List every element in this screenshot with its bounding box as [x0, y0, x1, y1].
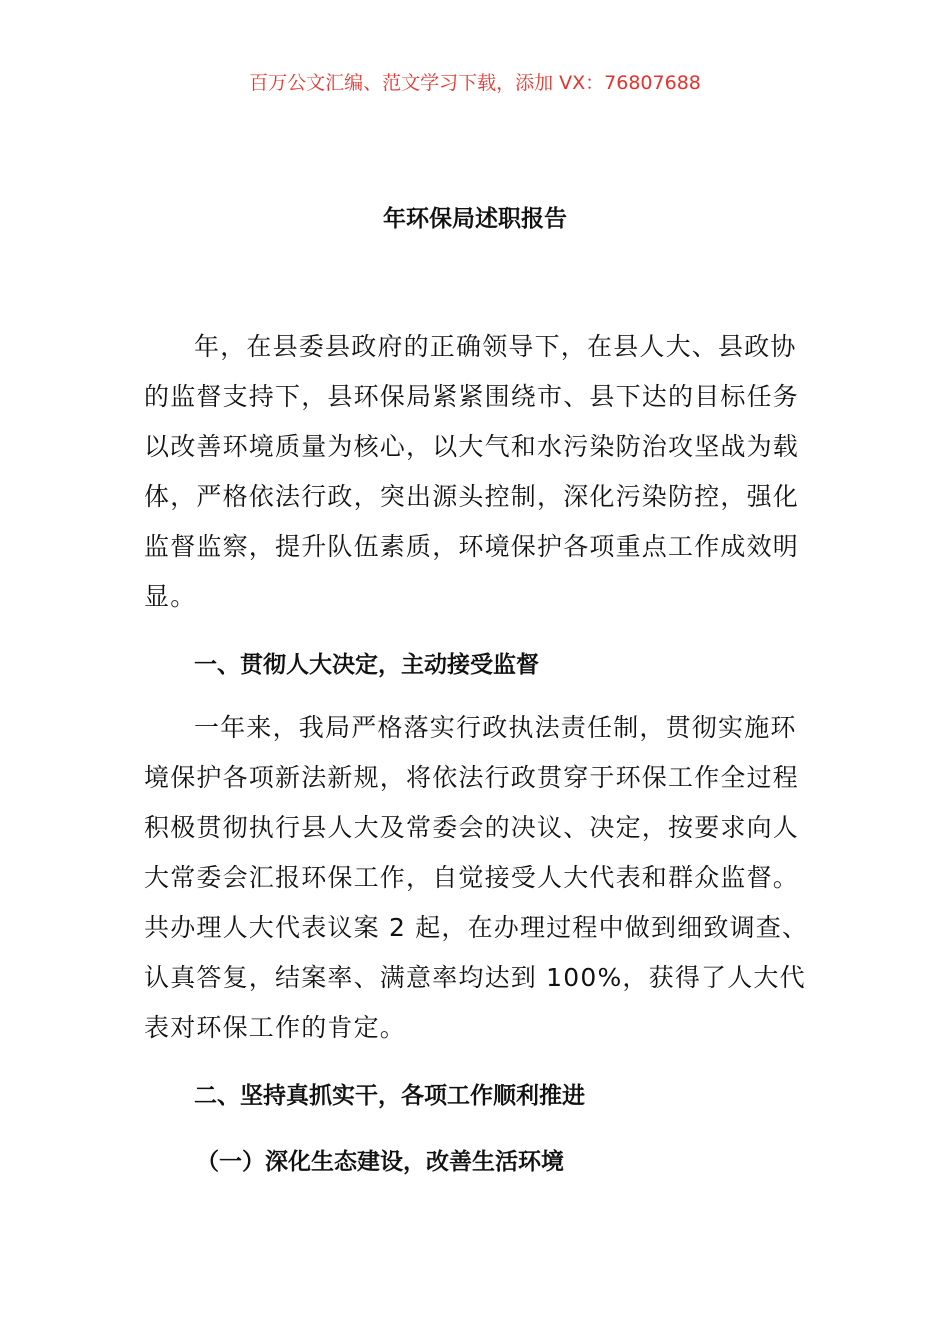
text-line: 表对环保工作的肯定。 [144, 1013, 407, 1042]
paragraph-1 [144, 322, 824, 622]
section-heading-1: 一、贯彻人大决定，主动接受监督 [194, 652, 539, 678]
paragraph-2 [144, 703, 824, 1053]
document-title: 年环保局述职报告 [383, 206, 567, 232]
text-line: 认真答复，结案率、满意率均达到 100%，获得了人大代 [144, 963, 806, 992]
text-line: 一年来，我局严格落实行政执法责任制，贯彻实施环 [194, 713, 797, 742]
text-line: 体，严格依法行政，突出源头控制，深化污染防控，强化 [144, 482, 800, 511]
section-heading-2: 二、坚持真抓实干，各项工作顺利推进 [194, 1083, 585, 1109]
text-line: 的监督支持下，县环保局紧紧围绕市、县下达的目标任务 [144, 382, 800, 411]
text-line: 年，在县委县政府的正确领导下，在县人大、县政协 [194, 332, 797, 361]
text-line: 共办理人大代表议案 2 起，在办理过程中做到细致调查、 [144, 913, 809, 942]
subsection-heading: （一）深化生态建设，改善生活环境 [196, 1149, 564, 1175]
text-line: 监督监察，提升队伍素质，环境保护各项重点工作成效明 [144, 532, 800, 561]
text-line: 积极贯彻执行县人大及常委会的决议、决定，按要求向人 [144, 813, 800, 842]
text-line: 以改善环境质量为核心，以大气和水污染防治攻坚战为载 [144, 432, 800, 461]
watermark-header: 百万公文汇编、范文学习下载，添加 VX：76807688 [249, 72, 701, 94]
text-line: 大常委会汇报环保工作，自觉接受人大代表和群众监督。 [144, 863, 800, 892]
text-line: 显。 [144, 582, 197, 611]
text-line: 境保护各项新法新规，将依法行政贯穿于环保工作全过程 [144, 763, 800, 792]
